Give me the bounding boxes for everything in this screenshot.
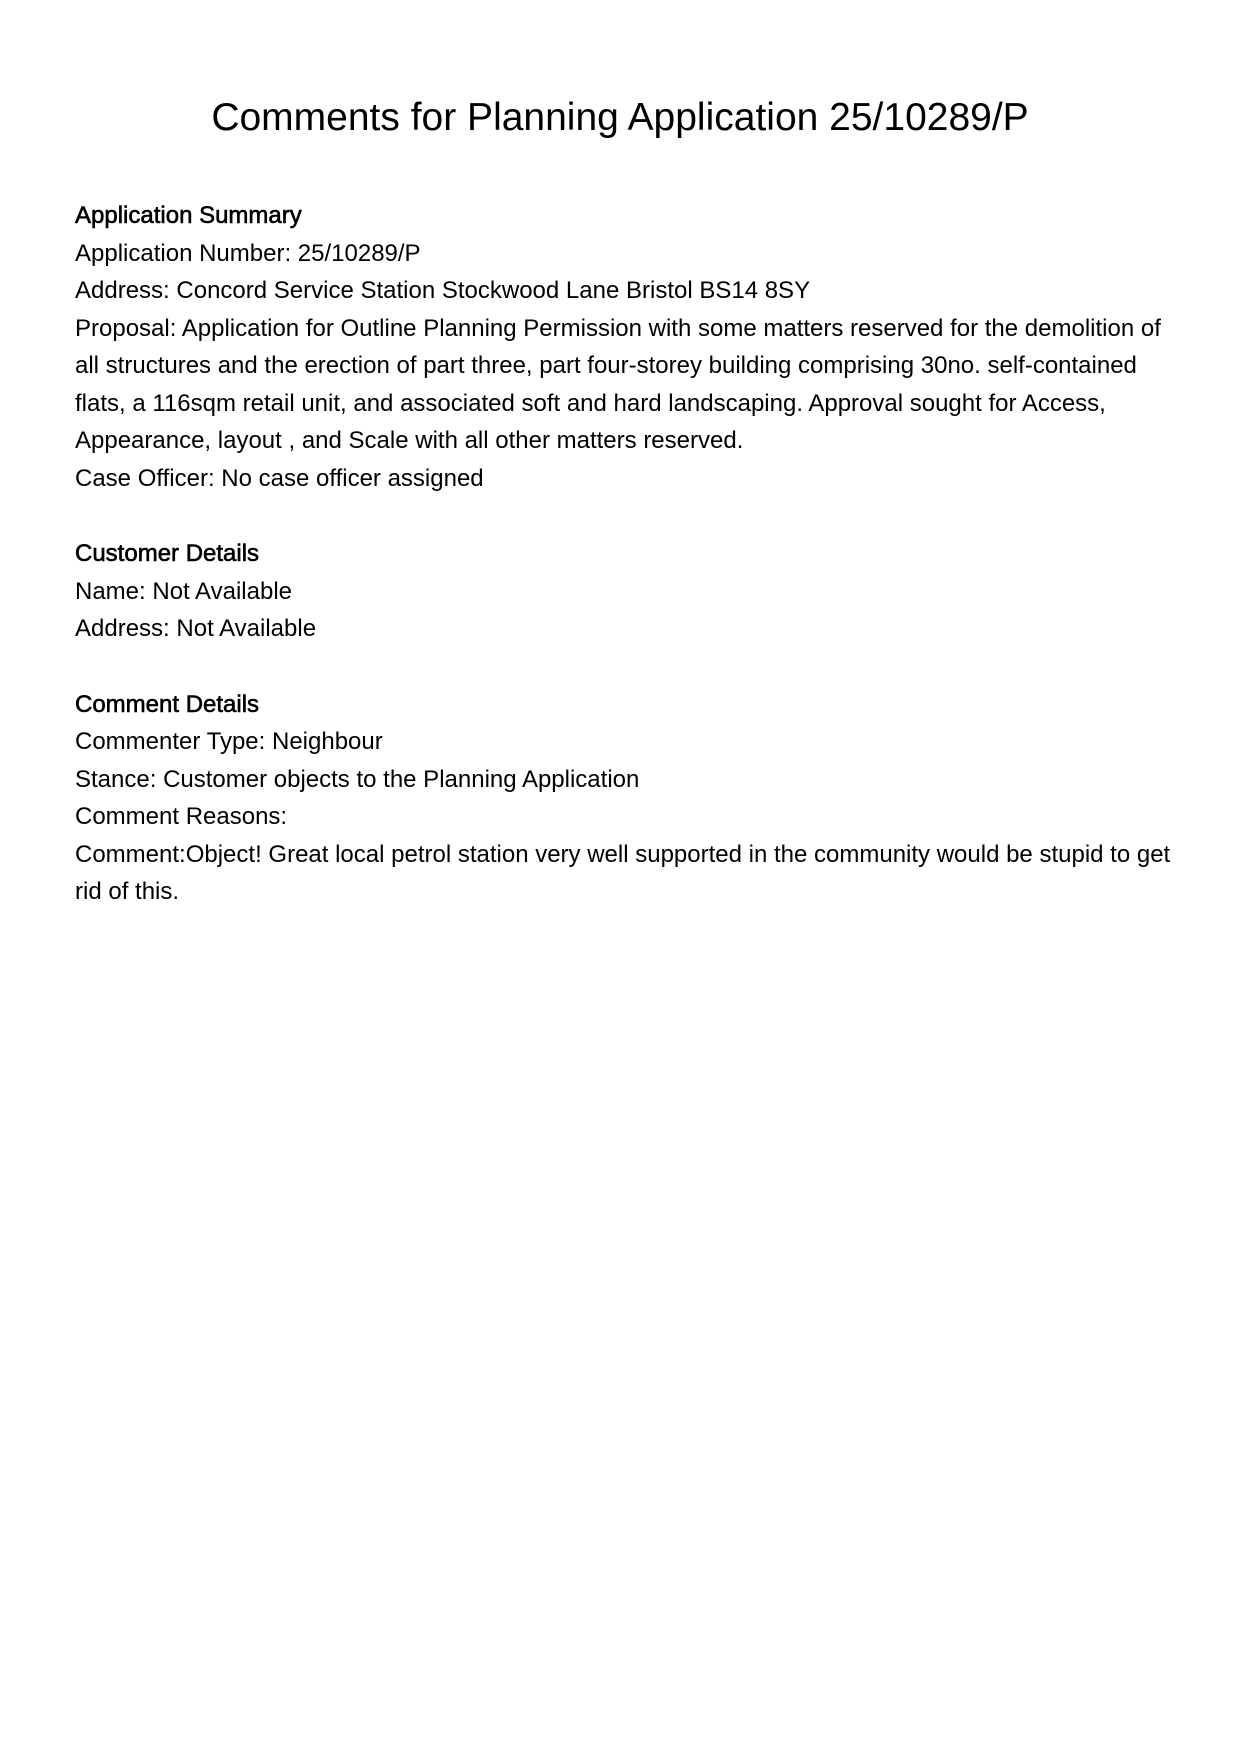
proposal-value: Application for Outline Planning Permission with some matters reserved for the demolition of all structures and the erection of part three, part four-storey building comprising 30no. self-contained flats, a 116sqm retail unit, and associated soft and hard landscaping. Approval sought for Access, Appearance, layout , and Scale with all other matters reserved.: [75, 314, 1161, 454]
commenter-type-line: [75, 723, 1175, 761]
stance-line: [75, 761, 1175, 799]
comment-label: Comment:: [75, 840, 186, 868]
application-number-label: Application Number:: [75, 239, 292, 267]
customer-address-line: [75, 610, 1175, 648]
proposal-line: [75, 310, 1175, 460]
application-address-label: Address:: [75, 277, 170, 304]
proposal-label: Proposal:: [75, 314, 177, 342]
document-title: Comments for Planning Application 25/10289/P: [211, 96, 1029, 139]
customer-details-heading: Customer Details: [75, 540, 260, 567]
application-address-line: [75, 272, 1175, 310]
comment-line: [75, 836, 1175, 911]
application-number-line: [75, 235, 1175, 273]
comment-reasons-line: [75, 798, 1175, 836]
case-officer-line: [75, 460, 1175, 498]
application-summary-section: [75, 197, 1175, 497]
comment-reasons-label: Comment Reasons:: [75, 803, 288, 830]
customer-details-section: [75, 535, 1175, 648]
case-officer-value: No case officer assigned: [221, 464, 484, 492]
case-officer-label: Case Officer:: [75, 464, 215, 492]
customer-address-value: Not Available: [176, 615, 317, 642]
application-number-value: 25/10289/P: [297, 239, 421, 267]
stance-label: Stance:: [75, 765, 157, 793]
comment-value: Object! Great local petrol station very well supported in the community would be stupid to get rid of this.: [75, 840, 1171, 905]
application-summary-heading: Application Summary: [75, 202, 302, 229]
customer-name-line: [75, 573, 1175, 611]
stance-value: Customer objects to the Planning Application: [163, 765, 640, 793]
comment-details-section: [75, 686, 1175, 911]
commenter-type-label: Commenter Type:: [75, 728, 266, 755]
customer-address-label: Address:: [75, 615, 170, 642]
document-body: [75, 197, 1175, 949]
commenter-type-value: Neighbour: [271, 728, 383, 755]
customer-name-value: Not Available: [152, 577, 293, 605]
comment-details-heading: Comment Details: [75, 690, 260, 718]
application-address-value: Concord Service Station Stockwood Lane Bristol BS14 8SY: [176, 277, 811, 304]
customer-name-label: Name:: [75, 577, 146, 605]
